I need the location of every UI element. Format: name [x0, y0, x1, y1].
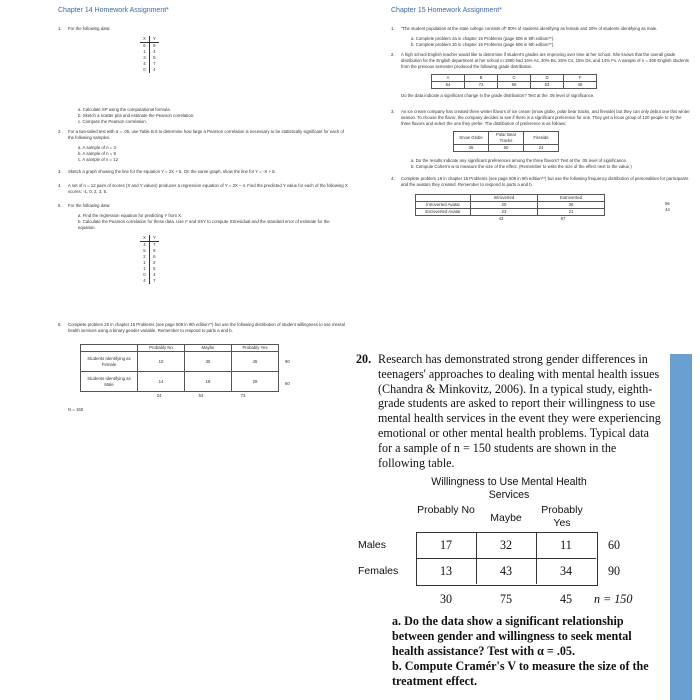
q5-item-b: b. Calculate the Pearson correlation for these data. Use r² and SSY to compute SSresidual and the standard error of estimate for the equation.: [78, 219, 330, 230]
q5-xy-table: X Y 4 7 5 9 2 6 1 2 1 5 0 4 4 7: [140, 235, 159, 284]
q1-item-b: b. Sketch a scatter plot and estimate the Pearson correlation.: [78, 113, 195, 118]
r-q1-item-b: b. Complete problem 2b in chapter 15 Problems (page 506 in 9th edition**).: [411, 42, 555, 47]
chapter14-title: Chapter 14 Homework Assignment*: [58, 7, 169, 14]
problem-number: 20.: [356, 352, 372, 366]
q6-n-label: N = 150: [68, 407, 84, 412]
r-question-3: 3. An ice cream company has created three winter flavors of ice cream (snow globe, polar bear tracks, and fireside) but they can only debut one this winter season. To choose the flavor, the company decides to see if there is a significant preference for one. They get a focus group of 120 people to try the three flavors and select the one they prefer. The distribution of preference is as follows:: [391, 109, 690, 126]
col-header-maybe: Maybe: [490, 512, 522, 525]
table-title-line-2: Services: [488, 489, 530, 502]
page-edge-bar: [670, 354, 692, 700]
q2-item-c: c. A sample of n = 12: [78, 157, 119, 162]
chapter15-title: Chapter 15 Homework Assignment*: [391, 7, 502, 14]
cell-males-no: 17: [439, 538, 453, 553]
total-maybe: 75: [499, 592, 513, 607]
question-5: 5. For the following data:: [58, 203, 111, 208]
cell-females-maybe: 43: [499, 564, 513, 579]
q6-row1-total: 90: [285, 359, 290, 364]
total-probably-yes: 45: [559, 592, 573, 607]
r-q3-item-b: b. Compute Cohen's w to measure the size of the effect. (Remember to write the size of the effect next to the value.): [411, 164, 632, 169]
q1-item-c: c. Compute the Pearson correlation.: [78, 119, 147, 124]
row-label-females: Females: [358, 565, 399, 578]
question-2: 2. For a two-tailed test with α = .05, use Table B.6 to determine how large a Pearson correlation is necessary to be statistically significant for each of the following samples.: [58, 129, 344, 140]
r-q3-item-a: a. Do the results indicate any significant preferences among the three flavors? Test at the .05 level of significance.: [411, 158, 628, 163]
q2-item-a: a. A sample of n = 3: [78, 145, 116, 150]
cell-females-no: 13: [439, 564, 453, 579]
question-6: 6. Complete problem 20 in chapter 15 Problems (see page 509 in 9th edition**) but use the following distribution of student willingness to use mental health services using a binary gender variable. Remember to respond to parts a and b.: [58, 322, 345, 333]
col-header-probably-no: Probably No: [417, 504, 475, 517]
item-b: b. Compute Cramér's V to measure the size of the treatment effect.: [392, 658, 649, 688]
q1-xy-table: X Y 6 9 1 4 3 5 4 7 0 4: [140, 36, 159, 73]
r-question-2: 2. A high school English teacher would like to determine if student's grades are improving over time at her school. She knows that the overall grade distribution for the English department at her school in 1990 had 16% As, 30% Bs, 25% Cs, 15% Ds, and 14% Fs. A sample of n = 300 English students from the previous semester produced the following grade distribution.: [391, 52, 689, 69]
cell-males-maybe: 32: [499, 538, 513, 553]
total-males: 60: [608, 538, 621, 553]
problem-paragraph: Research has demonstrated strong gender differences in teenagers' approaches to dealing with mental health issues (Chandra & Minkovitz, 2006). In a typical study, eighth-grade students are asked to report their willingness to use mental health services in the event they were experiencing emotional or other mental health problems. Typical data for a sample of n = 150 students are shown in the following table.: [378, 352, 661, 470]
row-label-males: Males: [358, 539, 387, 552]
cell-females-yes: 34: [559, 564, 573, 579]
question-3: 3. Sketch a graph showing the line for the equation Y = 3X + 5. On the same graph, show the line for Y = -X + 8.: [58, 169, 276, 174]
q6-contingency-table: Probably No Maybe Probably Yes Students Identifying as Female 10 35 45 Students Identifying as Male 14 18 28: [80, 344, 279, 392]
table-row-divider: [416, 558, 596, 559]
q5-item-a: a. Find the regression equation for predicting Y from X.: [78, 213, 183, 218]
flavor-preference-table: Snow Globe Polar Bear Tracks Fireside 36 60 24: [453, 131, 559, 152]
grade-distribution-table: A B C D F 64 72 66 53 45: [431, 74, 597, 89]
q6-row2-total: 60: [285, 381, 290, 386]
q2-item-b: b. A sample of n = 9: [78, 151, 116, 156]
willingness-table: [356, 504, 662, 614]
avatar-row1-total: 56: [665, 201, 670, 206]
q1-item-a: a. Calculate SP using the computational formula.: [78, 107, 171, 112]
r-question-1: 1. "The student population at the state college consists of* 80% of students identifying as female and 20% of students identifying as male.: [391, 26, 658, 31]
avatar-row2-total: 44: [665, 207, 670, 212]
cell-males-yes: 11: [560, 538, 572, 553]
total-females: 90: [608, 564, 621, 579]
question-4: 4. A set of n = 12 pairs of scores (X and Y values) produces a regression equation of Y = 3X – 4. Find the predicted Y value for each of the following X scores: -1, 0, 2, 3, 5.: [58, 183, 348, 194]
r-q2-question: Do the data indicate a significant change in the grade distribution? Test at the .05 level of significance.: [401, 93, 595, 98]
chapter15-page: [391, 6, 691, 222]
avatar-personality-table: Introverted Extroverted Introverted Avatar 20 36 Extroverted Avatar 23 21: [415, 194, 605, 216]
table-title-line-1: Willingness to Use Mental Health: [431, 476, 587, 489]
col-header-probably-yes: Probably Yes: [541, 504, 583, 530]
r-q1-item-a: a. Complete problem 2a in chapter 15 Problems (page 506 in 9th edition**).: [411, 36, 555, 41]
q6-col-totals: 24 53 73: [156, 393, 246, 398]
sample-size: n = 150: [594, 592, 633, 607]
item-a: a. Do the data show a significant relationship between gender and willingness to seek mental health assistance? Test with α = .05.: [392, 614, 632, 658]
chapter14-page: [58, 6, 348, 413]
textbook-problem-20: [356, 352, 662, 688]
total-probably-no: 30: [439, 592, 453, 607]
question-1: 1. For the following data:: [58, 26, 111, 31]
r-question-4: 4. Complete problem 18 in chapter 15 Problems (see page 509 in 9th edition**) but use the following frequency distribution of personalities for participants and the avatars they created. Remember to respond to parts a and b.: [391, 176, 689, 187]
avatar-col-totals: 43 57: [498, 216, 566, 221]
